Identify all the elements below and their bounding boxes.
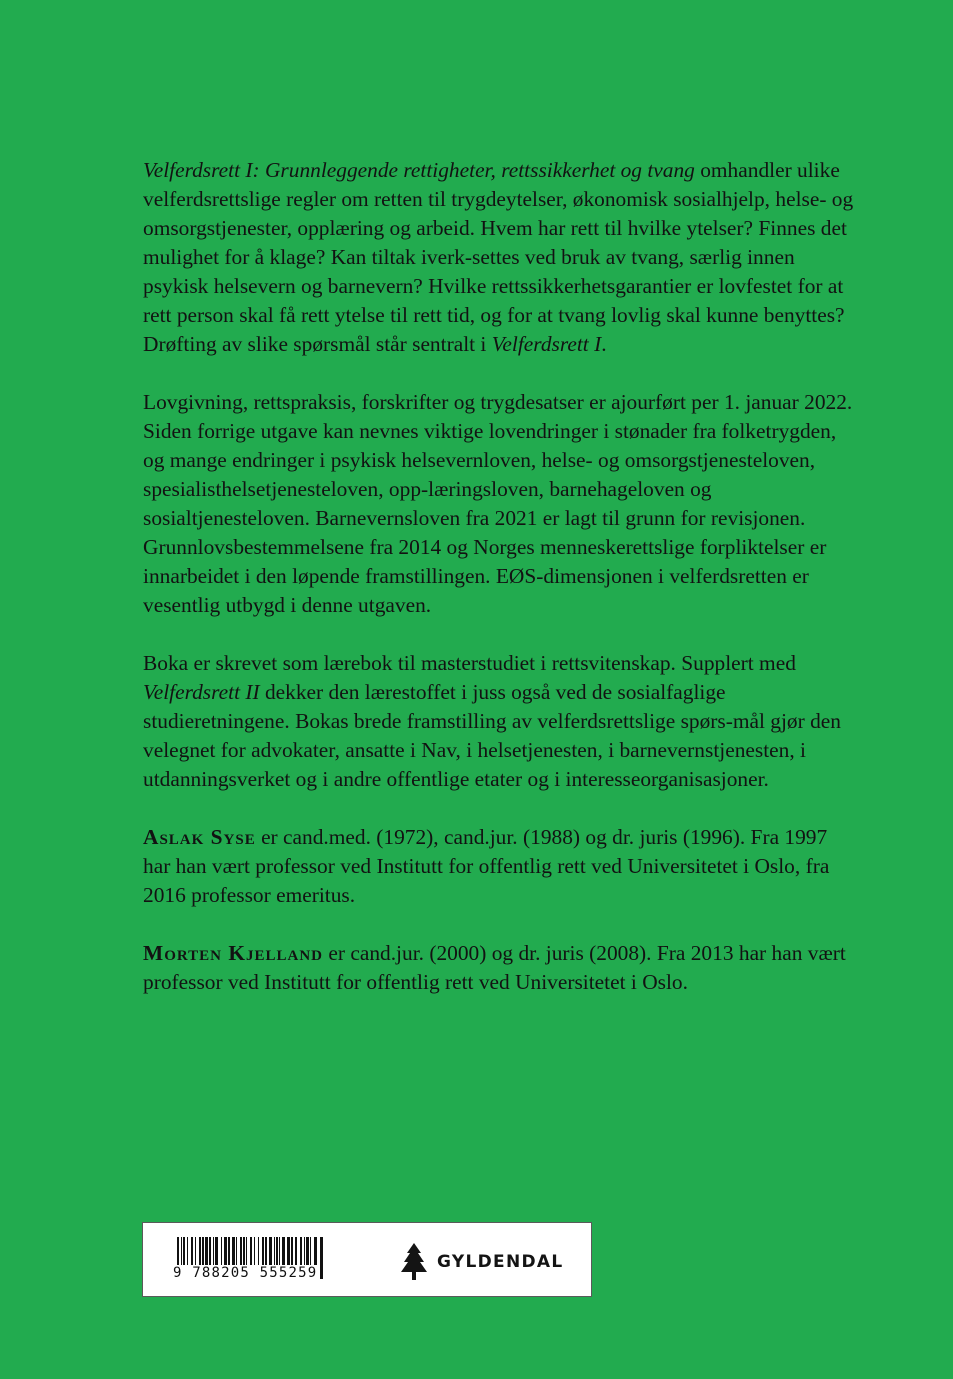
book-title-italic: Velferdsrett II xyxy=(143,680,260,704)
publisher-name: GYLDENDAL xyxy=(437,1252,564,1272)
paragraph-text: er cand.med. (1972), cand.jur. (1988) og dr. juris (1996). Fra 1997 har han vært professor ved Institutt for offentlig rett ved Universitetet i Oslo, fra 2016 professor emeritus. xyxy=(143,825,830,907)
isbn-number: 9 788205 555259 xyxy=(173,1265,318,1281)
paragraph-text: Lovgivning, rettspraksis, forskrifter og trygdesatser er ajourført per 1. januar 2022. Siden forrige utgave kan nevnes viktige lovendringer i stønader fra folketrygden, og mange endringer i psykisk helsevernloven, helse- og omsorgstjenesteloven, spesialisthelsetjenesteloven, opp-læringsloven, barnehageloven og sosialtjenesteloven. Barnevernsloven fra 2021 er lagt til grunn for revisjonen. Grunnlovsbestemmelsene fra 2014 og Norges menneskerettslige forpliktelser er innarbeidet i den løpende framstillingen. EØS-dimensjonen i velferdsretten er vesentlig utbygd i denne utgaven. xyxy=(143,390,853,617)
author-name: Aslak Syse xyxy=(143,825,256,849)
paragraph-text: er cand.jur. (2000) og dr. juris (2008). Fra 2013 har han vært professor ved Institutt for offentlig rett ved Universitetet i Oslo. xyxy=(143,941,846,994)
barcode-panel xyxy=(142,1222,592,1297)
fir-tree-icon xyxy=(399,1242,429,1282)
paragraph-text: omhandler ulike velferdsrettslige regler om retten til trygdeytelser, økonomisk sosialhjelp, helse- og omsorgstjenester, opplæring og arbeid. Hvem har rett til hvilke ytelser? Finnes det mulighet for å klage? Kan tiltak iverk-settes ved bruk av tvang, særlig innen psykisk helsevern og barnevern? Hvilke rettssikkerhetsgarantier er lovfestet for at rett person skal få rett ytelse til rett tid, og for at tvang lovlig skal kunne benyttes? Drøfting av slike spørsmål står sentralt i xyxy=(143,158,854,356)
paragraph-text: . xyxy=(601,332,607,356)
back-cover-text xyxy=(143,156,855,997)
paragraph-3 xyxy=(143,649,855,794)
paragraph-1 xyxy=(143,156,855,359)
barcode-bar xyxy=(320,1237,323,1279)
paragraph-2 xyxy=(143,388,855,620)
paragraph-text: Boka er skrevet som lærebok til masterstudiet i rettsvitenskap. Supplert med xyxy=(143,651,796,675)
book-title-italic: Velferdsrett I xyxy=(491,332,602,356)
paragraph-5 xyxy=(143,939,855,997)
book-title-italic: Velferdsrett I: Grunnleggende rettigheter, rettssikkerhet og tvang xyxy=(143,158,695,182)
publisher-logo xyxy=(399,1241,563,1283)
author-name: Morten Kjelland xyxy=(143,941,324,965)
paragraph-4 xyxy=(143,823,855,910)
paragraph-text: dekker den lærestoffet i juss også ved de sosialfaglige studieretningene. Bokas brede framstilling av velferdsrettslige spørs-mål gjør den velegnet for advokater, ansatte i Nav, i helsetjenesten, i barnevernstjenesten, i utdanningsverket og i andre offentlige etater og i interesseorganisasjoner. xyxy=(143,680,841,791)
